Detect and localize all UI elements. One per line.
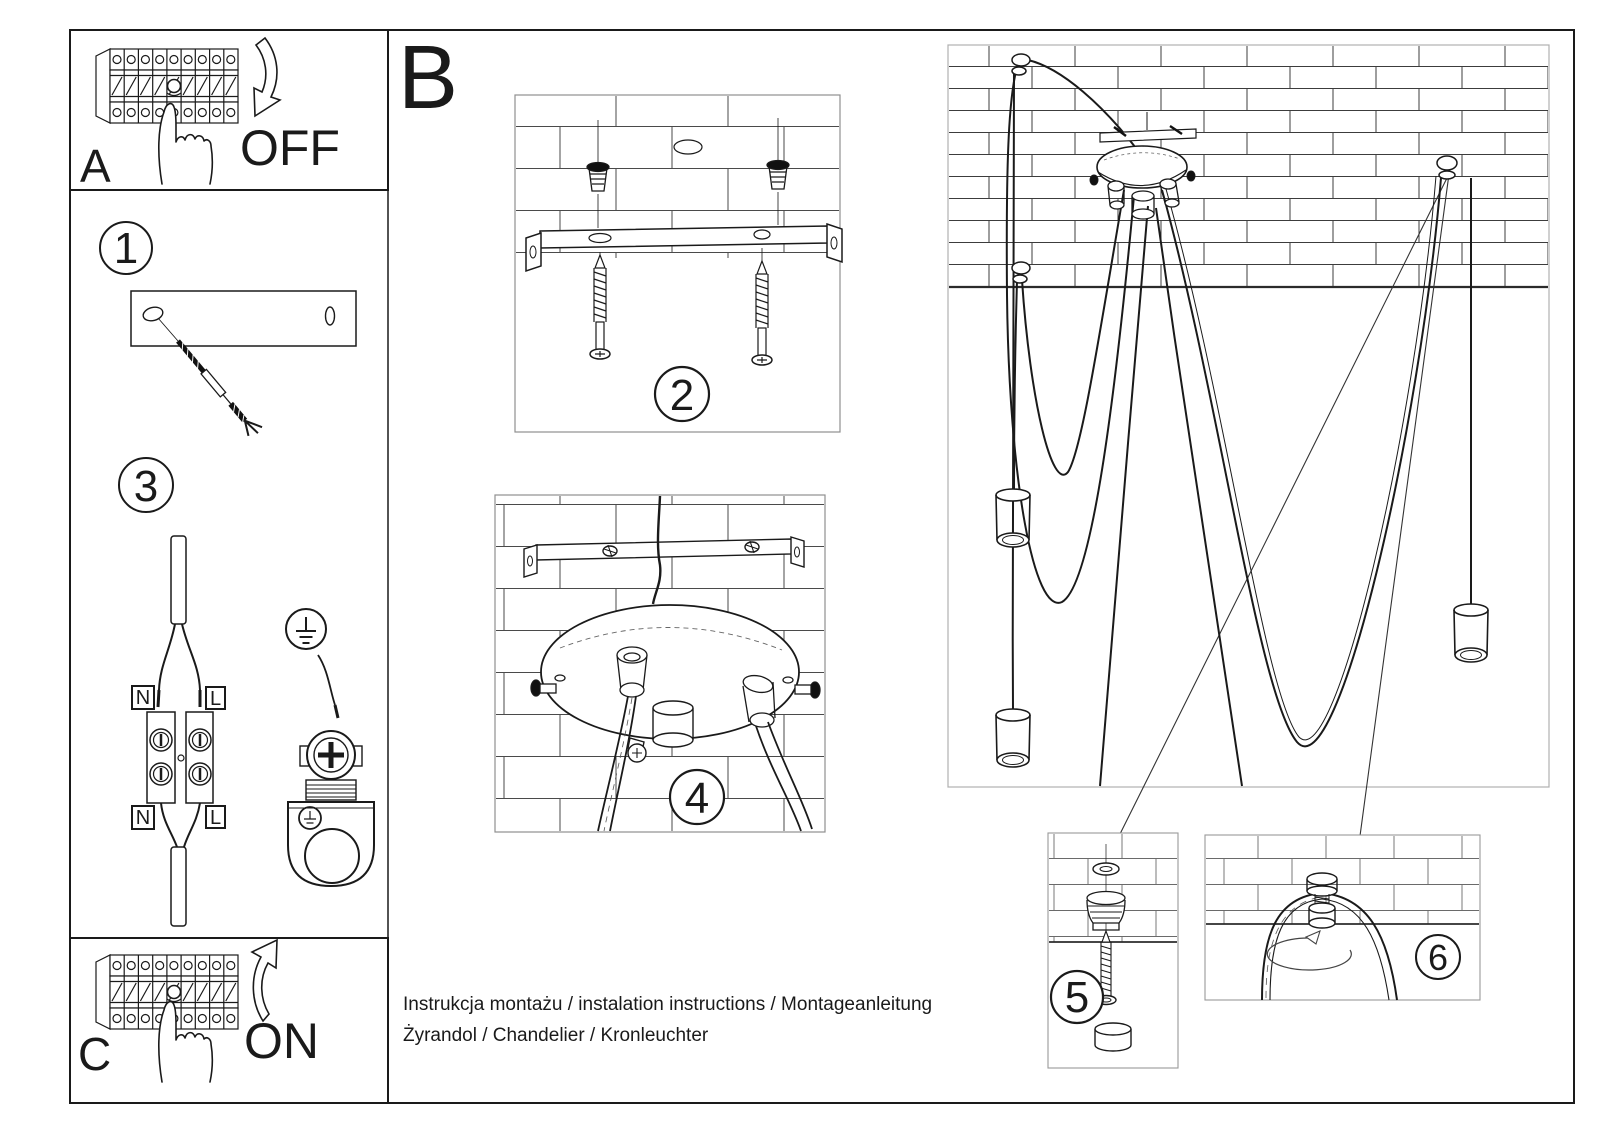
section-b-label: B <box>398 28 459 128</box>
footer <box>403 994 932 1046</box>
supply-cable <box>171 536 186 624</box>
footer-line-2: Żyrandol / Chandelier / Kronleuchter <box>403 1025 709 1046</box>
section-a-label: A <box>80 140 111 192</box>
panel-c-breaker-on <box>70 938 388 1103</box>
step-3-wiring <box>119 458 374 926</box>
step-1-bracket-anchor <box>100 222 356 439</box>
lamp-cable <box>171 847 186 926</box>
on-label: ON <box>244 1013 319 1069</box>
earth-symbol-icon <box>286 609 326 649</box>
neutral-label-top: N <box>135 687 151 709</box>
step-3-number: 3 <box>133 462 159 511</box>
live-label-bottom: L <box>209 807 222 829</box>
step-2-number: 2 <box>669 371 695 420</box>
panel-a-breaker-off <box>70 30 388 192</box>
mounting-bracket <box>131 291 356 346</box>
rim-screw-icon <box>628 738 646 762</box>
step-5-hook-parts <box>1048 833 1178 1068</box>
step-6-cable-on-hook <box>1205 835 1480 1000</box>
off-label: OFF <box>240 120 340 176</box>
brick-wall <box>1049 834 1177 942</box>
terminal-block <box>147 712 213 803</box>
brick-wall <box>949 46 1548 287</box>
step-6-number: 6 <box>1427 937 1449 978</box>
neutral-label-bottom: N <box>135 807 151 829</box>
footer-line-1: Instrukcja montażu / instalation instructions / Montageanleitung <box>403 994 933 1015</box>
step-4-canopy <box>495 495 825 832</box>
live-label-top: L <box>209 688 222 710</box>
step-4-number: 4 <box>684 774 710 823</box>
ceiling-hook-icon <box>1437 156 1457 179</box>
step-5-number: 5 <box>1064 973 1090 1022</box>
brick-wall <box>1206 836 1479 924</box>
screw-anchor-icon <box>173 335 264 439</box>
section-c-label: C <box>78 1028 112 1080</box>
assembled-view <box>948 45 1549 836</box>
earth-clamp <box>288 731 374 886</box>
ceiling-hook-icon <box>1012 262 1030 283</box>
step-1-number: 1 <box>113 224 139 273</box>
washer-icon <box>1093 863 1119 875</box>
step-2-wall-bracket <box>515 95 842 432</box>
